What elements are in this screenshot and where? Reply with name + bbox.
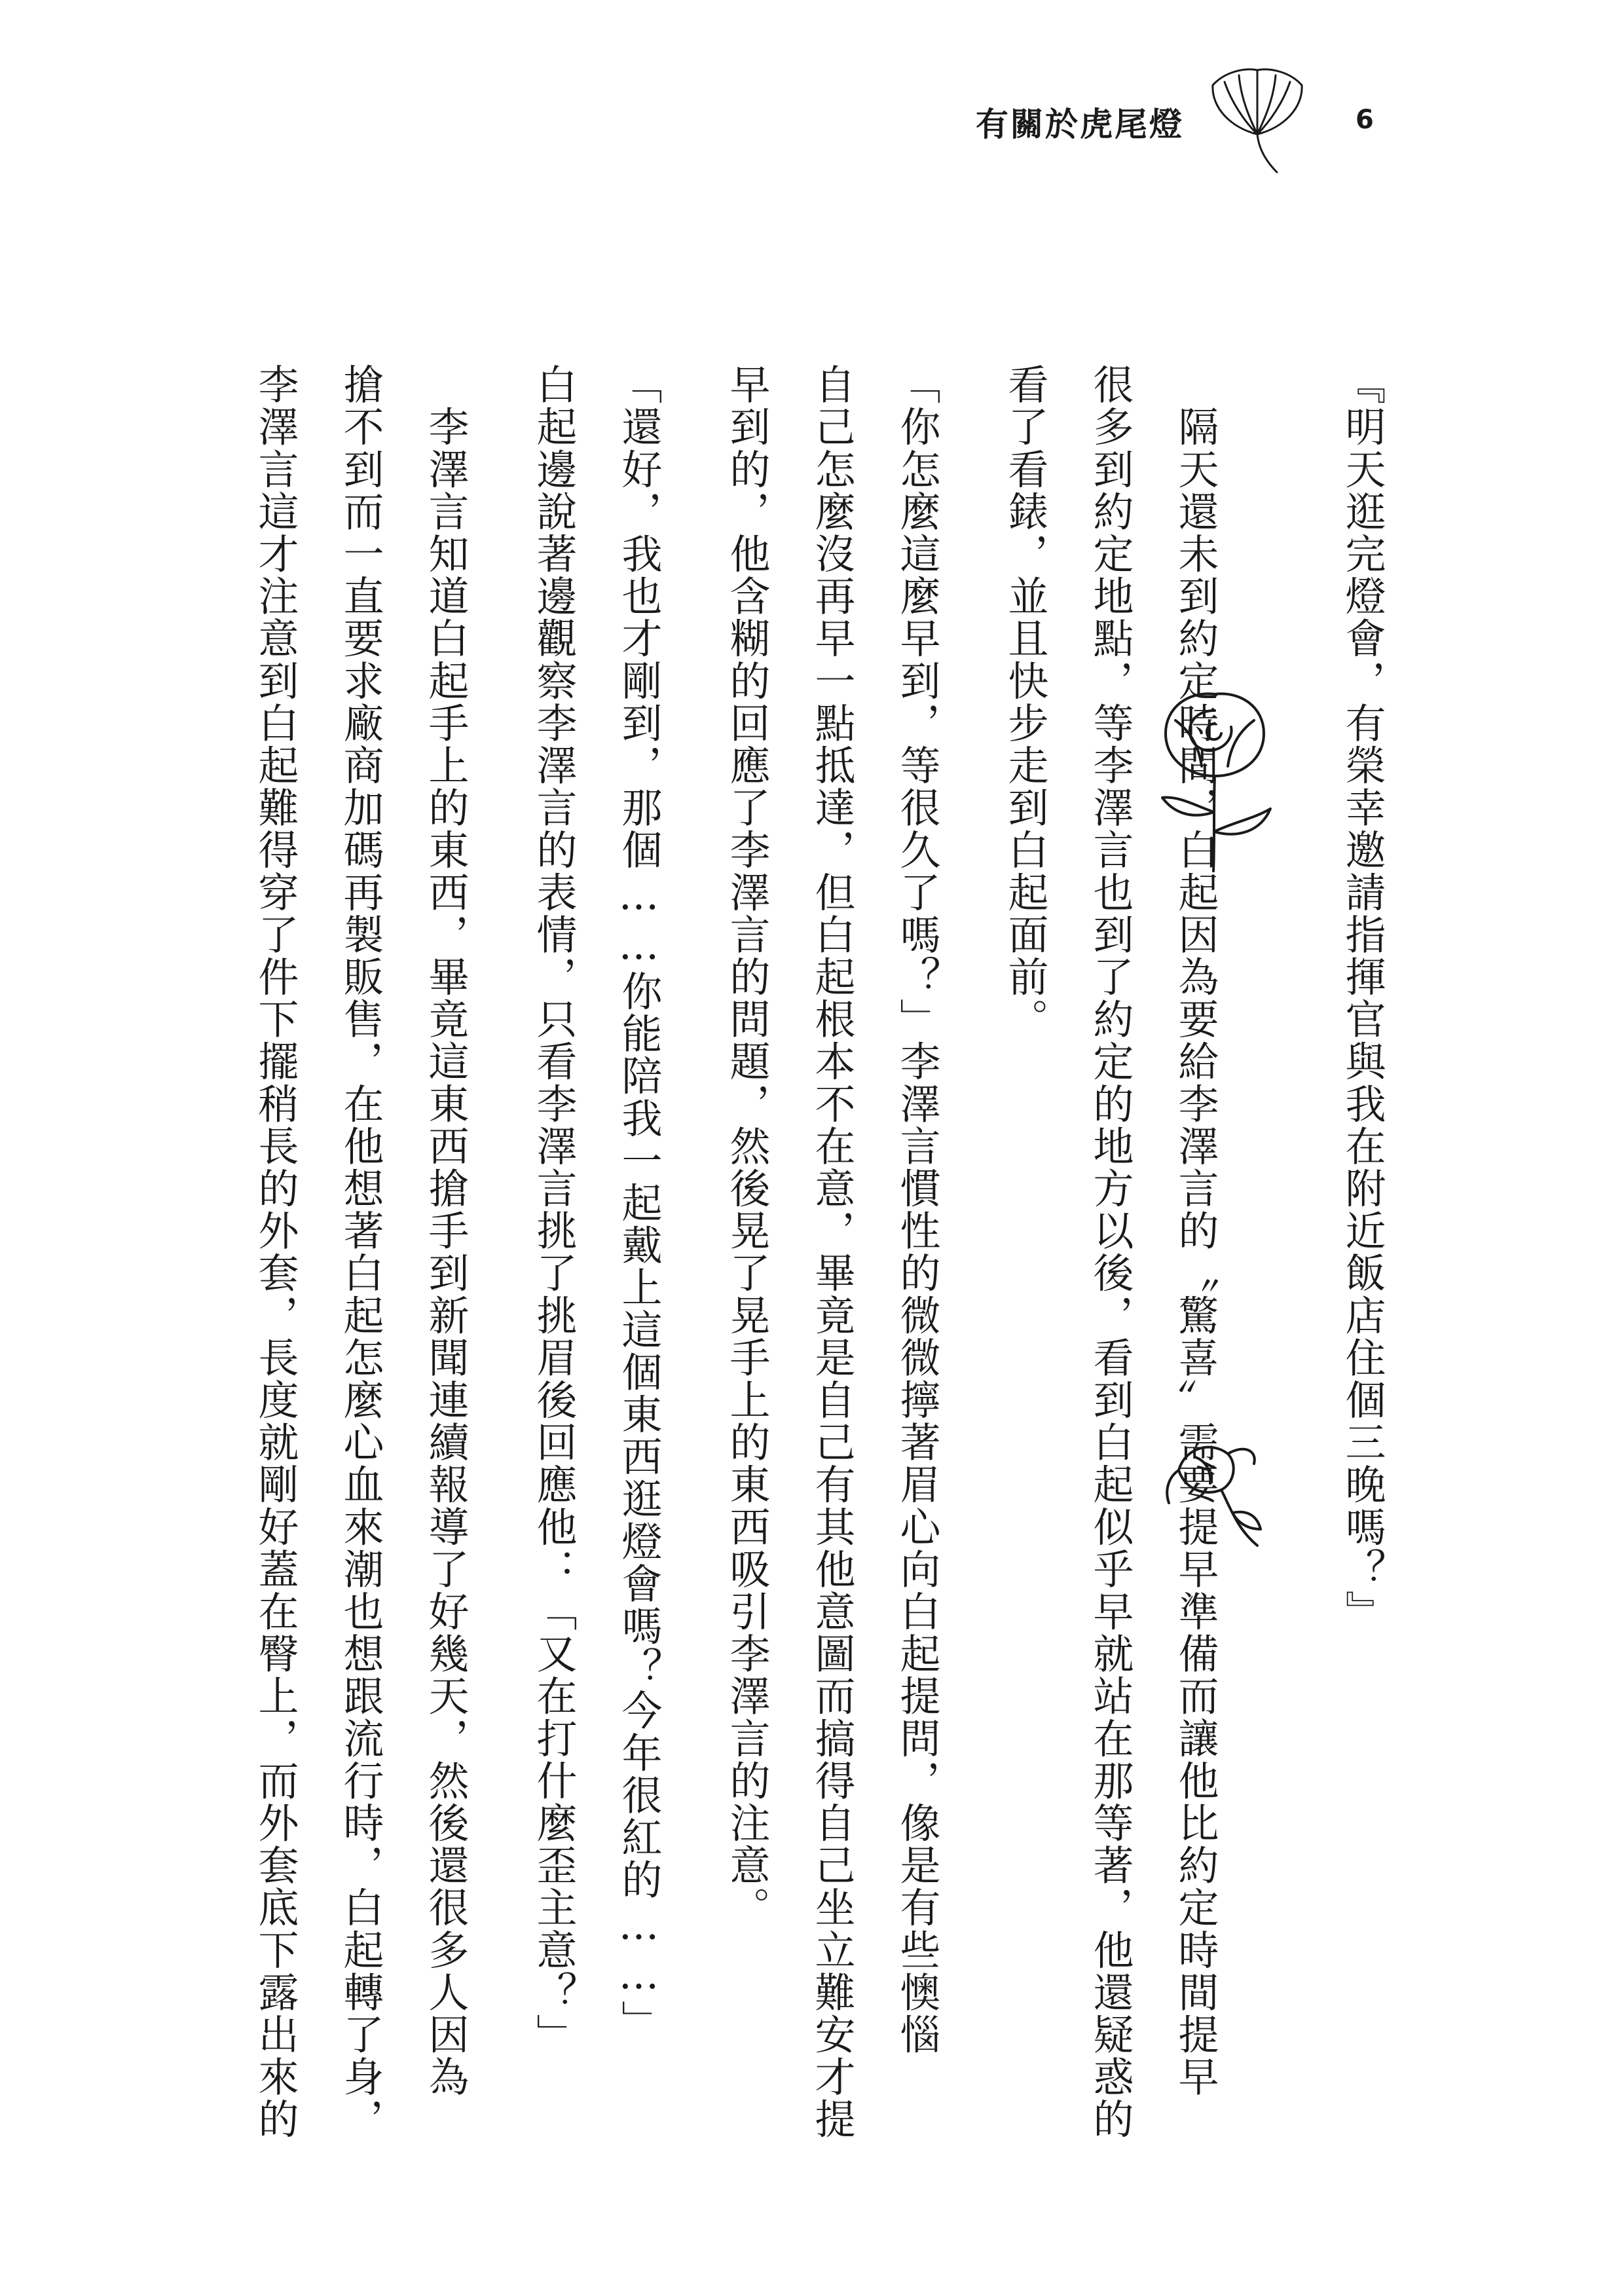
text-column: 隔天還未到約定時間，白起因為要給李澤言的〝驚喜〞需要提早準備而讓他比約定時間提早 bbox=[1172, 363, 1219, 2098]
text-column: 「你怎麼這麼早到，等很久了嗎？」李澤言慣性的微微擰著眉心向白起提問，像是有些懊惱 bbox=[893, 363, 941, 2056]
text-column: 李澤言知道白起手上的東西，畢竟這東西搶手到新聞連續報導了好幾天，然後還很多人因為 bbox=[422, 363, 470, 2098]
ginkgo-leaf-icon bbox=[1205, 62, 1310, 177]
text-column: 很多到約定地點，等李澤言也到了約定的地方以後，看到白起似乎早就站在那等著，他還疑惑的 bbox=[1086, 363, 1134, 2141]
text-column: 自己怎麼沒再早一點抵達，但白起根本不在意，畢竟是自己有其他意圖而搞得自己坐立難安才提 bbox=[808, 363, 856, 2141]
rose-icon bbox=[1149, 681, 1280, 878]
header-title: 有關於虎尾燈 bbox=[976, 105, 1184, 143]
text-column: 「還好，我也才剛到，那個……你能陪我一起戴上這個東西逛燈會嗎？今年很紅的……」 bbox=[615, 363, 663, 2043]
text-column: 白起邊說著邊觀察李澤言的表情，只看李澤言挑了挑眉後回應他：「又在打什麼歪主意？」 bbox=[530, 363, 578, 2056]
lily-icon bbox=[1159, 1431, 1264, 1549]
text-column: 李澤言這才注意到白起難得穿了件下擺稍長的外套，長度就剛好蓋在臀上，而外套底下露出來的 bbox=[251, 363, 299, 2141]
page-number: 6 bbox=[1356, 105, 1374, 135]
text-column: 搶不到而一直要求廠商加碼再製販售，在他想著白起怎麼心血來潮也想跟流行時，白起轉了身， bbox=[337, 363, 384, 2141]
text-column: 『明天逛完燈會，有榮幸邀請指揮官與我在附近飯店住個三晚嗎？』 bbox=[1338, 363, 1386, 1633]
text-column: 早到的，他含糊的回應了李澤言的問題，然後晃了晃手上的東西吸引李澤言的注意。 bbox=[723, 363, 771, 1929]
text-column: 看了看錶，並且快步走到白起面前。 bbox=[1001, 363, 1049, 1041]
